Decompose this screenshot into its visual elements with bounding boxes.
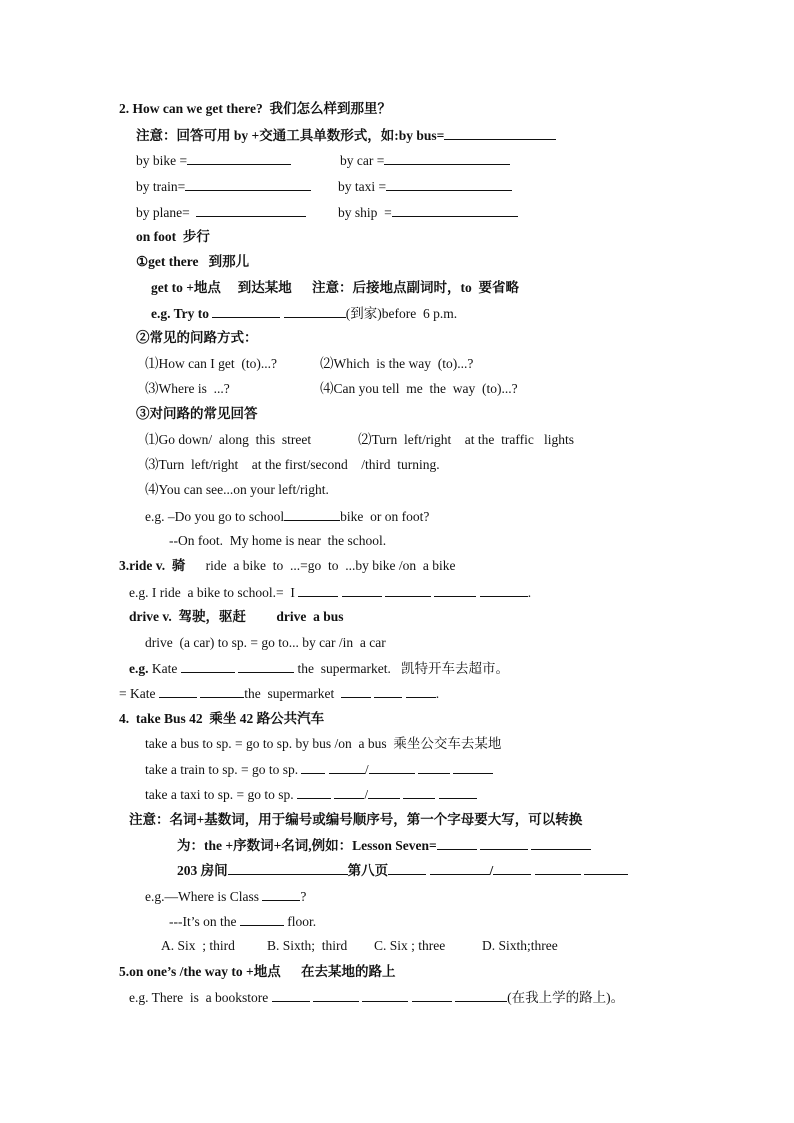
answer-blank[interactable]	[369, 760, 415, 774]
answer-blank[interactable]	[284, 304, 346, 318]
option-d[interactable]: D. Sixth;three	[482, 938, 558, 953]
answer-blank[interactable]	[362, 988, 408, 1002]
section-4-heading: 4. take Bus 42 乘坐 42 路公共汽车	[119, 711, 325, 726]
answer-blank[interactable]	[480, 583, 528, 597]
option-b[interactable]: B. Sixth; third	[267, 938, 348, 953]
ask-way-3: ⑶Where is ...?	[145, 381, 230, 396]
ask-way-4: ⑷Can you tell me the way (to)...?	[320, 381, 518, 396]
answer-way-4: ⑷You can see...on your left/right.	[145, 482, 329, 497]
section-3-heading: 3.ride v. 骑 ride a bike to ...=go to ...by bike /on a bike	[119, 558, 456, 573]
answer-blank[interactable]	[386, 177, 512, 191]
answer-blank[interactable]	[181, 659, 235, 673]
answer-blank[interactable]	[187, 151, 291, 165]
answer-blank[interactable]	[272, 988, 310, 1002]
answer-way-3: ⑶Turn left/right at the first/second /third turning.	[145, 457, 440, 472]
section-3-example-1: e.g. I ride a bike to school.= I .	[129, 585, 532, 600]
point-3-heading: ③对问路的常见回答	[136, 406, 258, 421]
answer-blank[interactable]	[238, 659, 294, 673]
point-1-heading: ①get there 到那儿	[136, 254, 250, 269]
on-foot-line: on foot 步行	[136, 229, 210, 244]
option-a[interactable]: A. Six ; third	[161, 938, 235, 953]
by-taxi-line: by taxi =	[338, 177, 512, 196]
answer-blank[interactable]	[196, 203, 306, 217]
answer-blank[interactable]	[480, 836, 528, 850]
section-4-note-1: 注意：名词+基数词，用于编号或编号顺序号，第一个字母要大写，可以转换	[129, 812, 583, 827]
answer-blank[interactable]	[406, 684, 436, 698]
question-line: e.g.—Where is Class ?	[145, 889, 307, 904]
answer-blank[interactable]	[531, 836, 591, 850]
answer-way-2: ⑵Turn left/right at the traffic lights	[358, 432, 574, 447]
answer-blank[interactable]	[185, 177, 311, 191]
answer-blank[interactable]	[388, 861, 426, 875]
answer-blank[interactable]	[212, 304, 280, 318]
answer-blank[interactable]	[334, 785, 364, 799]
answer-blank[interactable]	[584, 861, 628, 875]
by-car-line: by car =	[340, 151, 510, 170]
section-2-heading: 2. How can we get there? 我们怎么样到那里？	[119, 101, 391, 116]
answer-blank[interactable]	[437, 836, 477, 850]
answer-blank[interactable]	[434, 583, 476, 597]
answer-way-1: ⑴Go down/ along this street	[145, 432, 312, 447]
answer-blank[interactable]	[159, 684, 197, 698]
answer-blank[interactable]	[284, 507, 340, 521]
example-2-line: e.g. –Do you go to school bike or on foot?	[145, 509, 430, 524]
ask-way-2: ⑵Which is the way (to)...?	[320, 356, 474, 371]
answer-blank[interactable]	[439, 785, 477, 799]
section-4-note-2: 为：the +序数词+名词,例如：Lesson Seven=	[177, 836, 591, 855]
take-bus-line: take a bus to sp. = go to sp. by bus /on a bus 乘坐公交车去某地	[145, 736, 502, 751]
answer-blank[interactable]	[392, 203, 518, 217]
get-to-line: get to +地点 到达某地 注意：后接地点副词时，to 要省略	[151, 280, 520, 295]
answer-blank[interactable]	[535, 861, 581, 875]
by-ship-line: by ship =	[338, 203, 518, 222]
section-3-example-2: e.g. Kate the supermarket. 凯特开车去超市。	[129, 661, 509, 676]
answer-blank[interactable]	[297, 785, 331, 799]
by-plane-line: by plane=	[136, 203, 306, 222]
point-2-heading: ②常见的问路方式：	[136, 330, 258, 345]
answer-blank[interactable]	[455, 988, 507, 1002]
answer-blank[interactable]	[403, 785, 435, 799]
answer-blank[interactable]	[418, 760, 450, 774]
answer-blank[interactable]	[384, 151, 510, 165]
example-2-reply: --On foot. My home is near the school.	[169, 533, 387, 548]
answer-blank[interactable]	[228, 861, 348, 875]
drive-heading: drive v. 驾驶，驱赶 drive a bus	[129, 609, 344, 624]
answer-blank[interactable]	[329, 760, 365, 774]
answer-blank[interactable]	[313, 988, 359, 1002]
answer-blank[interactable]	[301, 760, 325, 774]
ask-way-1: ⑴How can I get (to)...?	[145, 356, 277, 371]
answer-blank[interactable]	[240, 912, 284, 926]
section-2-note: 注意：回答可用 by +交通工具单数形式，如:by bus=	[136, 126, 556, 145]
by-bike-line: by bike =	[136, 151, 291, 170]
answer-blank[interactable]	[342, 583, 382, 597]
answer-blank[interactable]	[430, 861, 490, 875]
take-taxi-line: take a taxi to sp. = go to sp. /	[145, 785, 477, 804]
answer-blank[interactable]	[412, 988, 452, 1002]
answer-blank[interactable]	[444, 126, 556, 140]
answer-blank[interactable]	[493, 861, 531, 875]
section-5-heading: 5.on one’s /the way to +地点 在去某地的路上	[119, 964, 396, 979]
answer-blank[interactable]	[374, 684, 402, 698]
section-4-note-3: 203 房间 第八页 /	[177, 861, 628, 880]
section-5-example: e.g. There is a bookstore (在我上学的路上)。	[129, 990, 625, 1005]
reply-line: ---It’s on the floor.	[169, 914, 317, 929]
take-train-line: take a train to sp. = go to sp. /	[145, 760, 493, 779]
by-train-line: by train=	[136, 177, 311, 196]
option-c[interactable]: C. Six ; three	[374, 938, 446, 953]
answer-blank[interactable]	[453, 760, 493, 774]
answer-blank[interactable]	[200, 684, 244, 698]
answer-blank[interactable]	[385, 583, 431, 597]
answer-blank[interactable]	[262, 887, 300, 901]
example-1-line: e.g. Try to (到家)before 6 p.m.	[151, 306, 458, 321]
answer-blank[interactable]	[298, 583, 338, 597]
section-3-example-3: = Kate the supermarket .	[119, 686, 440, 701]
drive-usage: drive (a car) to sp. = go to... by car /in a car	[145, 635, 386, 650]
answer-blank[interactable]	[341, 684, 371, 698]
answer-blank[interactable]	[368, 785, 400, 799]
